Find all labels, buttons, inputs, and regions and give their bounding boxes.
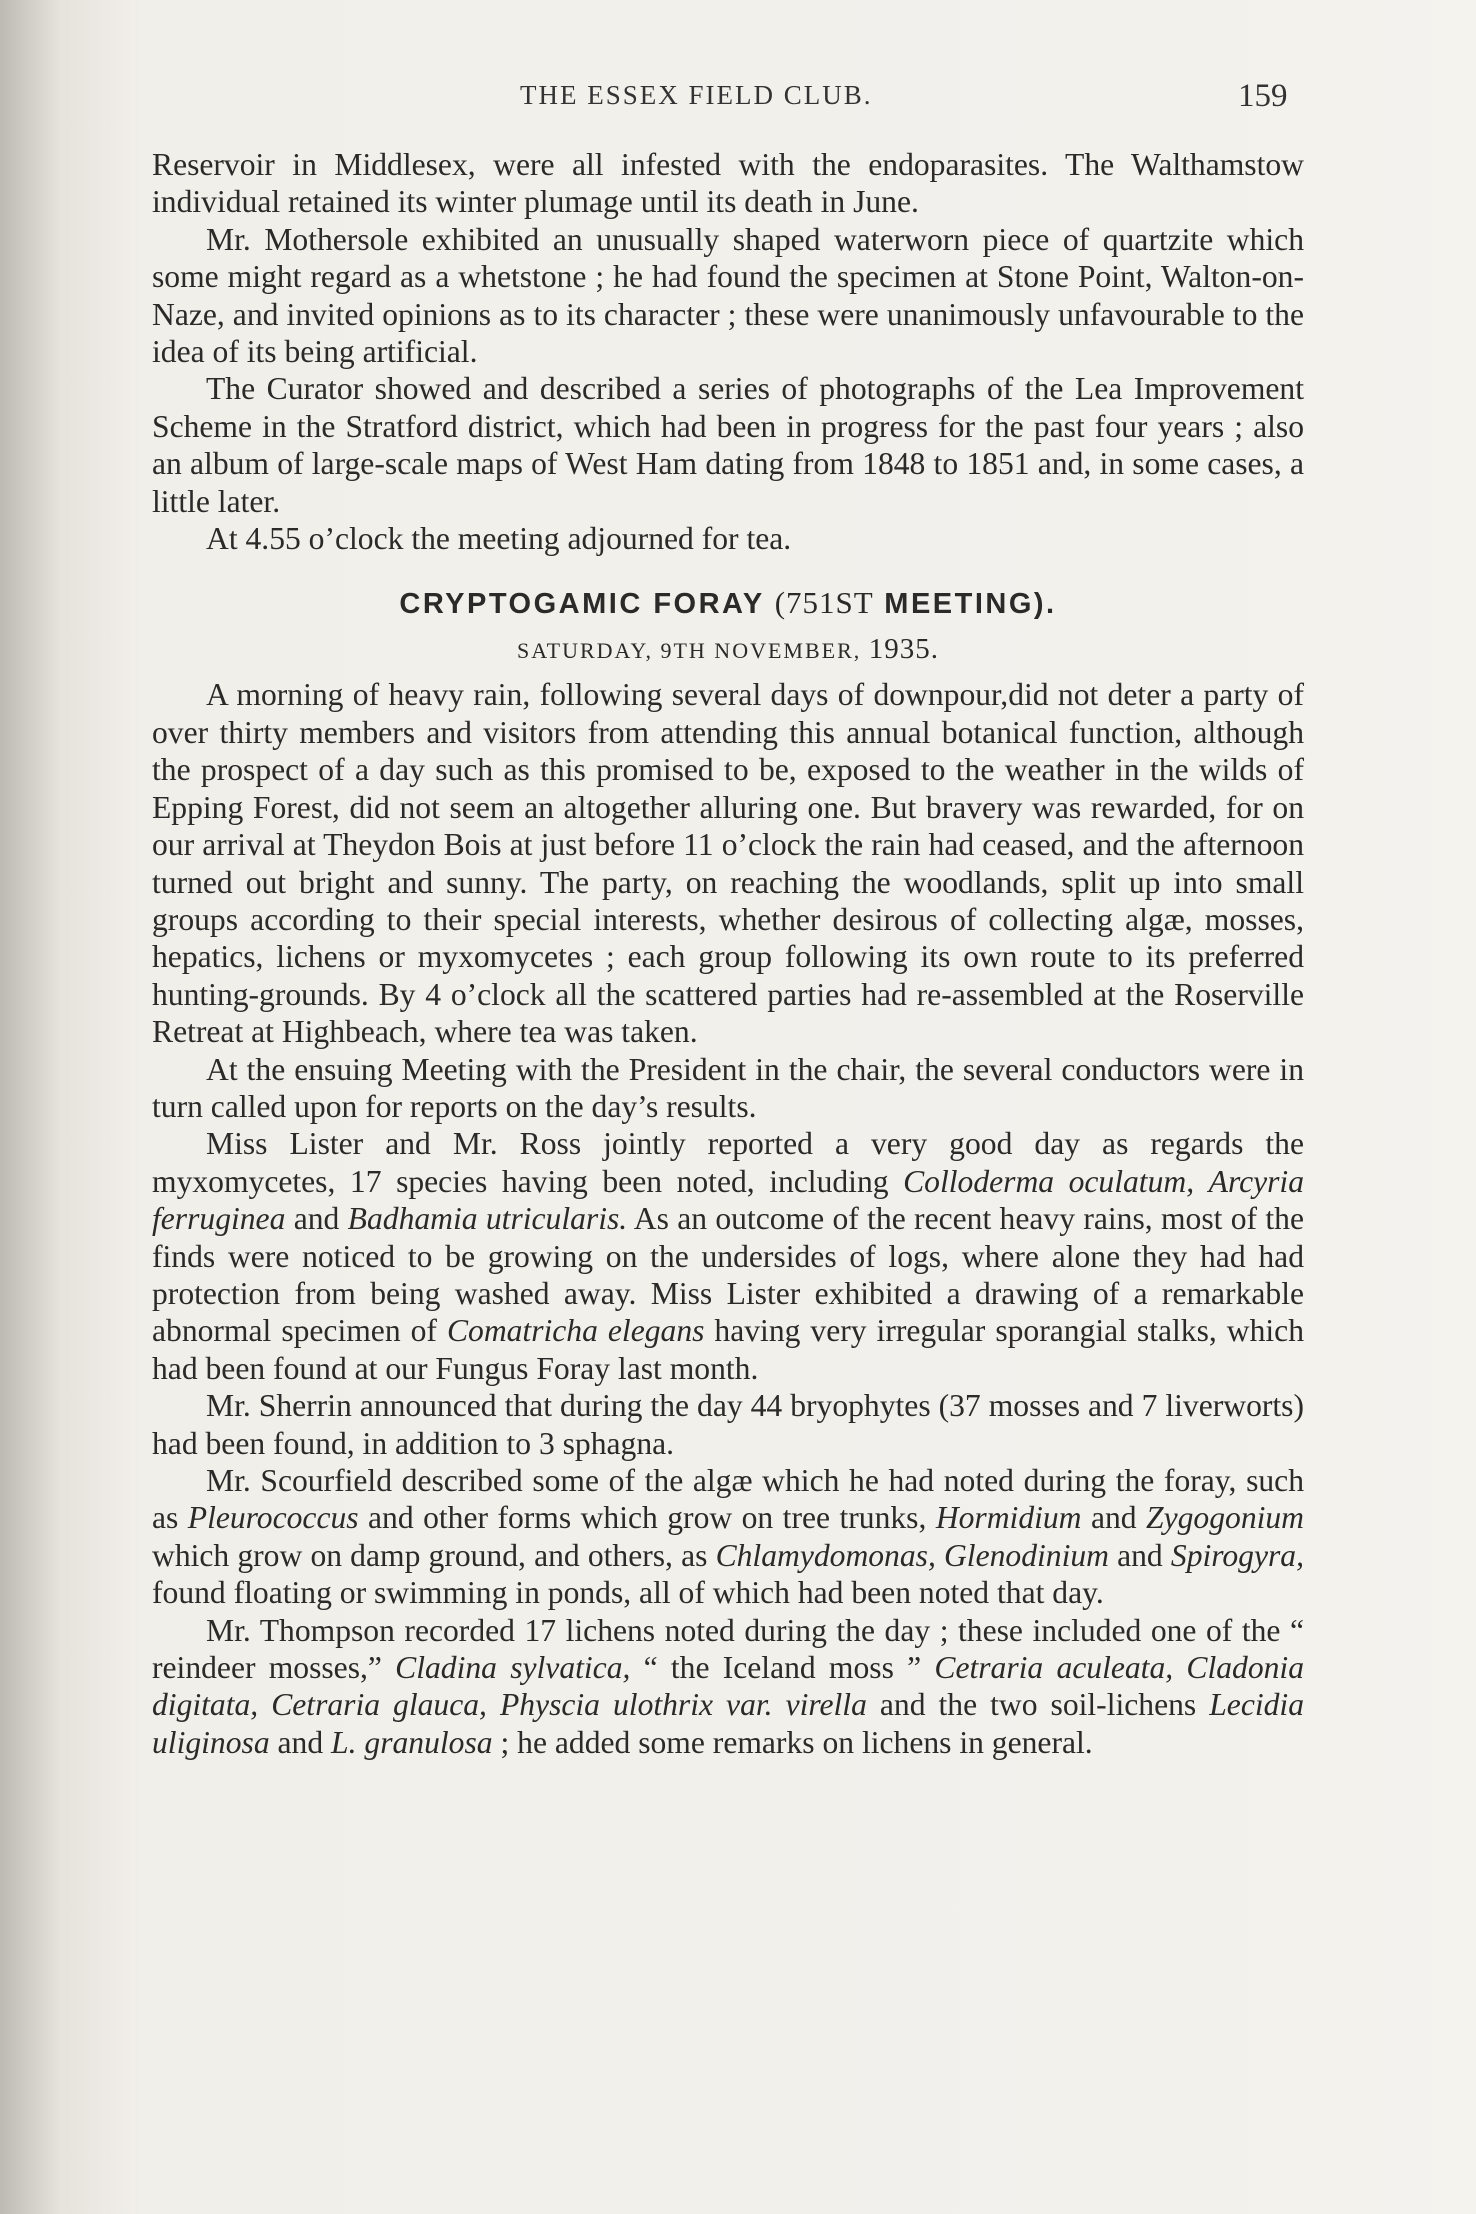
page-number: 159: [1238, 78, 1288, 114]
text-run: and other forms which grow on tree trunks,: [358, 1500, 936, 1536]
running-head: [0, 80, 1476, 120]
text-run: [1194, 1164, 1209, 1199]
heading-end: MEETING).: [884, 588, 1057, 621]
paragraph-lichens: [152, 1612, 1304, 1762]
paragraph-adjourned: At 4.55 o’clock the meeting adjourned for tea.: [206, 521, 792, 557]
species-name: Comatricha elegans: [446, 1313, 705, 1349]
text-run: Mr. Scourfield described some of the algæ which he had noted during the foray, such as: [152, 1463, 1304, 1536]
page-body: [152, 146, 1304, 1761]
heading-main: CRYPTOGAMIC FORAY: [399, 588, 765, 621]
text-run: As an outcome of the recent heavy rains, most of the finds were noticed to be growing on the undersides of logs, where alone they had had protection from being washed away. Miss Lister exhibited a drawing of a remarkable abnormal specimen of: [152, 1201, 1304, 1349]
text-run: and: [285, 1201, 348, 1237]
species-name: Arcyria ferruginea: [152, 1163, 1304, 1237]
text-run: ; he added some remarks on lichens in general.: [492, 1724, 1093, 1760]
paragraph-reservoir: Reservoir in Middlesex, were all infested with the endoparasites. The Walthamstow individual retained its winter plumage until its death in June.: [152, 147, 1304, 220]
text-run: found floating or swimming in ponds, all of which had been noted that day.: [152, 1575, 1104, 1611]
species-name: Lecidia uliginosa: [152, 1687, 1304, 1760]
running-title: THE ESSEX FIELD CLUB.: [520, 80, 873, 110]
species-name: Chlamydomonas, Glenodinium: [715, 1537, 1109, 1573]
text-run: and: [1081, 1500, 1147, 1536]
text-run: Mr. Thompson recorded 17 lichens noted during the day ; these included one of the “ reindeer mosses,”: [152, 1612, 1304, 1686]
paragraph-morning: A morning of heavy rain, following several days of downpour,did not deter a party of over thirty members and visitors from attending this annual botanical function, although the prospect of a day such as this promised to be, exposed to the weather in the wilds of Epping Forest, did not seem an altogether alluring one. But bravery was rewarded, for on our arrival at Theydon Bois at just before 11 o’clock the rain had ceased, and the afternoon turned out bright and sunny. The party, on reaching the woodlands, split up into small groups according to their special interests, whether desirous of collecting algæ, mosses, hepatics, lichens or myxomycetes ; each group following its own route to its preferred hunting-grounds. By 4 o’clock all the scattered parties had re-assembled at the Roserville Retreat at Highbeach, where tea was taken.: [152, 677, 1304, 1050]
section-heading: [152, 583, 1304, 624]
species-name: Zygogonium: [1146, 1500, 1304, 1536]
meeting-date: [152, 632, 1304, 668]
paragraph-mothersole: Mr. Mothersole exhibited an unusually shaped waterworn piece of quartzite which some might regard as a whetstone ; he had found the specimen at Stone Point, Walton-on-Naze, and invited opinions as to its character ; these were unanimously unfavourable to the idea of its being artificial.: [152, 221, 1304, 370]
species-name: Cladina sylvatica,: [395, 1650, 631, 1686]
text-run: and: [269, 1724, 332, 1760]
paragraph-bryophytes: Mr. Sherrin announced that during the day 44 bryophytes (37 mosses and 7 liverworts) had been found, in addition to 3 sphagna.: [152, 1388, 1304, 1461]
paragraph-myxomycetes: [152, 1125, 1304, 1387]
heading-meeting-number: (751ST: [774, 585, 874, 621]
species-name: Pleurococcus: [187, 1500, 359, 1536]
text-run: Miss Lister and Mr. Ross jointly reported a very good day as regards the myxomycetes, 17 species having been noted, including: [152, 1126, 1304, 1199]
species-name: L. granulosa: [331, 1724, 493, 1760]
paragraph-curator: The Curator showed and described a series of photographs of the Lea Improvement Scheme in the Stratford district, which had been in progress for the past four years ; also an album of large-scale maps of West Ham dating from 1848 to 1851 and, in some cases, a little later.: [152, 371, 1304, 519]
paragraph-algae: [152, 1462, 1304, 1612]
species-name: Hormidium: [935, 1500, 1082, 1536]
species-name: Spirogyra,: [1170, 1537, 1304, 1573]
paragraph-ensuing-meeting: At the ensuing Meeting with the President in the chair, the several conductors were in turn called upon for reports on the day’s results.: [152, 1051, 1304, 1124]
species-name: Collodermа oculatum,: [903, 1163, 1195, 1199]
text-run: which grow on damp ground, and others, as: [152, 1537, 716, 1573]
text-run: and: [1108, 1537, 1171, 1573]
species-name: Badhamia utricularis.: [347, 1201, 628, 1237]
meeting-date-text: SATURDAY, 9TH NOVEMBER,: [516, 638, 862, 664]
text-run: “ the Iceland moss ”: [630, 1650, 935, 1686]
text-run: having very irregular sporangial stalks, which had been found at our Fungus Foray last month.: [152, 1313, 1305, 1386]
meeting-date-year: 1935.: [868, 633, 940, 666]
text-run: and the two soil-lichens: [866, 1687, 1210, 1723]
species-name: Cetraria aculeata, Cladonia digitata, Cetraria glauca, Physcia ulothrix var. virella: [152, 1650, 1304, 1723]
